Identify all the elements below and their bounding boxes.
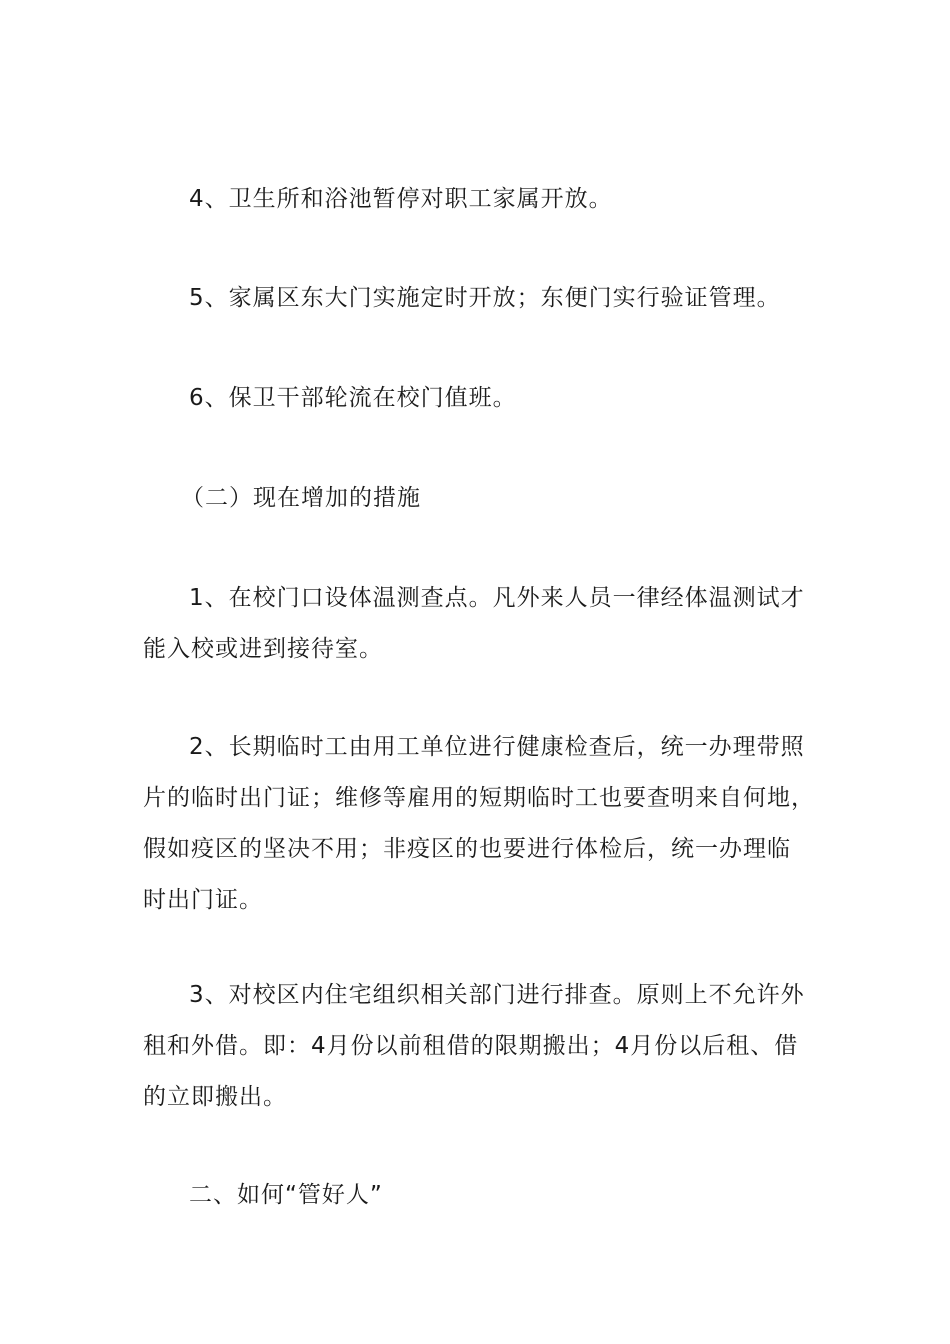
paragraph-line: 2、长期临时工由用工单位进行健康检查后，统一办理带照 — [189, 734, 805, 760]
paragraph-line: 的立即搬出。 — [143, 1084, 287, 1110]
paragraph-line: 租和外借。即：4月份以前租借的限期搬出；4月份以后租、借 — [143, 1033, 799, 1059]
section-heading-manage-people — [143, 1170, 843, 1221]
paragraph-line: 1、在校门口设体温测查点。凡外来人员一律经体温测试才 — [189, 585, 805, 611]
paragraph-measure-2 — [143, 722, 843, 926]
heading-text: （二）现在增加的措施 — [181, 485, 421, 511]
paragraph-line: 片的临时出门证；维修等雇用的短期临时工也要查明来自何地， — [143, 785, 815, 811]
paragraph-measure-1 — [143, 573, 843, 675]
paragraph-line: 假如疫区的坚决不用；非疫区的也要进行体检后，统一办理临 — [143, 836, 791, 862]
paragraph-line: 时出门证。 — [143, 887, 263, 913]
paragraph-line: 5、家属区东大门实施定时开放；东便门实行验证管理。 — [189, 285, 781, 311]
paragraph-line: 3、对校区内住宅组织相关部门进行排查。原则上不允许外 — [189, 982, 805, 1008]
paragraph-item-5 — [143, 273, 843, 324]
paragraph-measure-3 — [143, 970, 843, 1123]
paragraph-line: 能入校或进到接待室。 — [143, 636, 383, 662]
heading-text: 二、如何“管好人” — [189, 1182, 383, 1208]
paragraph-item-6 — [143, 373, 843, 424]
paragraph-line: 6、保卫干部轮流在校门值班。 — [189, 385, 517, 411]
section-heading-measures — [143, 473, 843, 524]
paragraph-line: 4、卫生所和浴池暂停对职工家属开放。 — [189, 186, 613, 212]
paragraph-item-4 — [143, 174, 843, 225]
